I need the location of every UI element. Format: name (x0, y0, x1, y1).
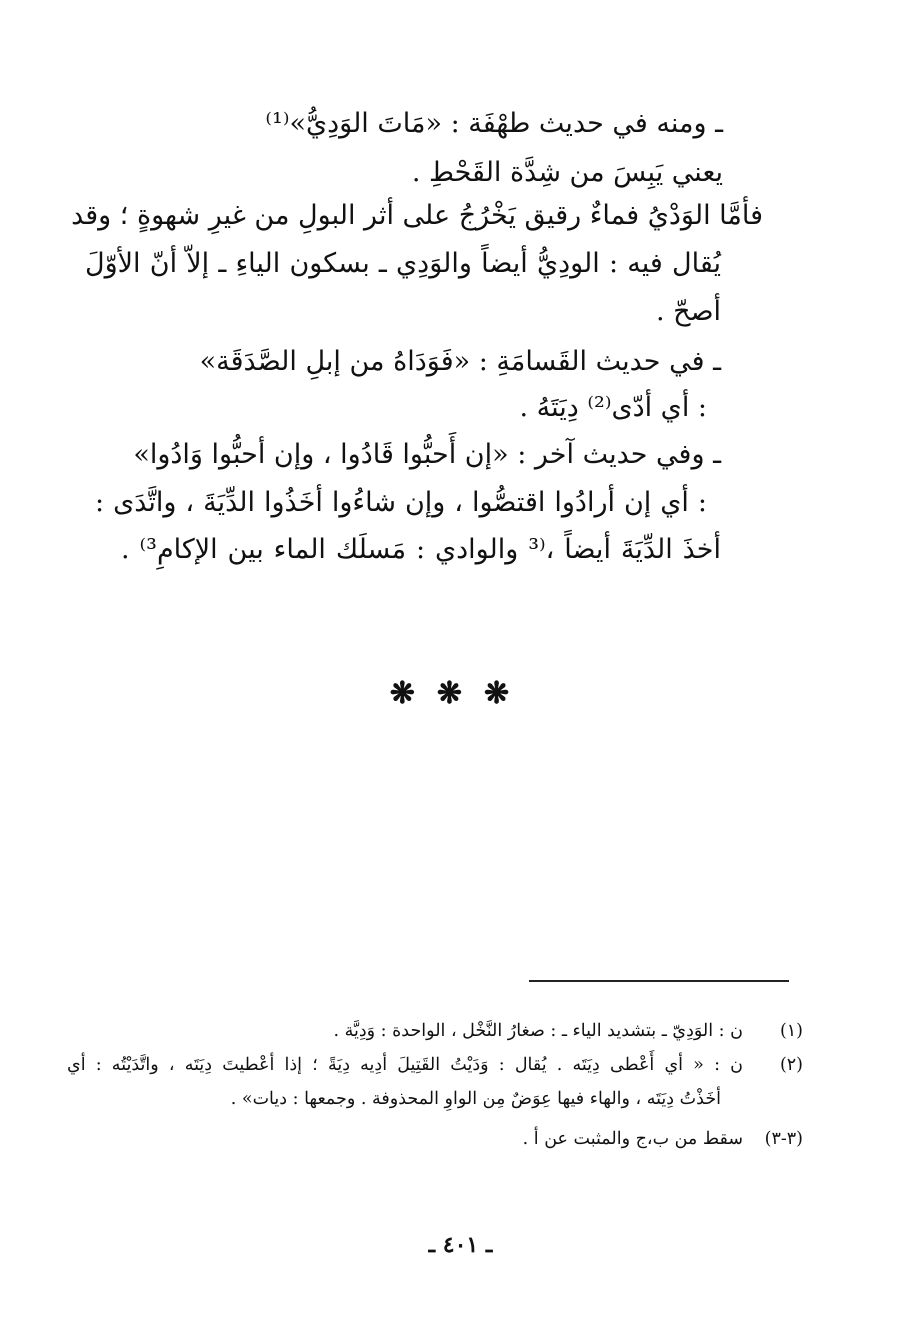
text-line: : أي أدّى⁽²⁾ دِيَتَهُ . (519, 392, 707, 423)
footnote-text: ن : « أي أَعْطى دِيَتَه . يُقال : وَدَيْتُ القَتِيلَ أدِيه دِيَةً ؛ إذا أعْطيتَ دِيَتَه ، واتَّدَيْتُه : أي (67, 1055, 743, 1075)
text-line: ـ في حديث القَسامَةِ : «فَوَدَاهُ من إبلِ الصَّدَقَة» (199, 346, 721, 377)
footnote-text: أخَذْتُ دِيَتَه ، والهاء فيها عِوَضٌ مِن الواوِ المحذوفة . وجمعها : ديات» . (230, 1089, 721, 1109)
footnote-number: (٣-٣) (764, 1129, 803, 1149)
text-line: أخذَ الدِّيَةَ أيضاً ،⁽³ والوادي : مَسلَك الماء بين الإكامِ³⁾ . (121, 534, 721, 565)
text-line: : أي إن أرادُوا اقتصُّوا ، وإن شاءُوا أخَذُوا الدِّيَةَ ، واتَّدَى : (95, 487, 707, 518)
text-line: ـ ومنه في حديث طهْفَة : «مَاتَ الوَدِيُّ»⁽¹⁾ (265, 108, 723, 139)
text-line: فأمَّا الوَدْيُ فماءٌ رقيق يَخْرُجُ على أثر البولِ من غيرِ شهوةٍ ؛ وقد (71, 200, 763, 231)
page-number: ـ ٤٠١ ـ (428, 1232, 493, 1258)
footnote-number: (١) (779, 1021, 803, 1041)
footnote-text: سقط من ب،ج والمثبت عن أ . (522, 1129, 743, 1149)
text-line: يعني يَبِسَ من شِدَّة القَحْطِ . (411, 157, 723, 188)
text-line: أصحّ . (655, 296, 721, 327)
footnote-number: (٢) (779, 1055, 803, 1075)
text-line: يُقال فيه : الودِيُّ أيضاً والوَدِي ـ بسكون الياءِ ـ إلاّ أنّ الأوّلَ (85, 248, 721, 279)
footnote-rule (529, 980, 789, 982)
section-ornament: ❋❋❋ (389, 676, 532, 711)
text-line: ـ وفي حديث آخر : «إن أَحبُّوا قَادُوا ، وإن أحبُّوا وَادُوا» (133, 439, 721, 470)
footnote-text: ن : الوَدِيّ ـ بتشديد الياء ـ : صغارُ النَّخْل ، الواحدة : وَدِيَّة . (333, 1021, 743, 1041)
